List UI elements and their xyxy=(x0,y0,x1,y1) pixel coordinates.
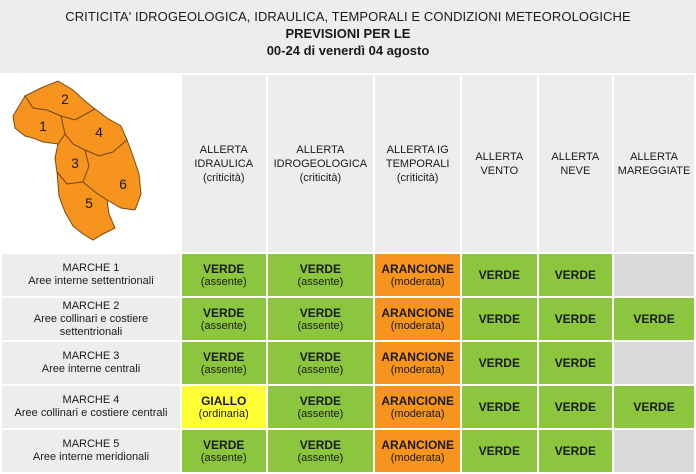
map-label-6: 6 xyxy=(119,176,127,192)
alert-criticality: (moderata) xyxy=(390,451,445,464)
table-row xyxy=(1,253,695,297)
alert-criticality: (assente) xyxy=(297,407,344,420)
alert-criticality: (moderata) xyxy=(390,363,445,376)
alert-criticality: (assente) xyxy=(200,451,247,464)
zone-name: MARCHE 4 xyxy=(62,394,120,406)
alert-level-cell xyxy=(461,429,538,473)
alert-level: VERDE xyxy=(554,444,596,458)
alert-level-cell xyxy=(538,385,614,429)
zone-label xyxy=(1,385,181,429)
zone-label xyxy=(1,429,181,473)
table-row xyxy=(1,385,695,429)
alert-level: VERDE xyxy=(554,400,596,414)
column-header-neve: ALLERTA NEVE xyxy=(538,74,614,253)
alert-level: VERDE xyxy=(478,444,520,458)
map-label-3: 3 xyxy=(71,155,79,171)
alert-level-cell xyxy=(613,253,695,297)
zone-label xyxy=(1,297,181,341)
alert-level: VERDE xyxy=(554,356,596,370)
zone-description: Aree interne centrali xyxy=(41,363,141,375)
alert-level: VERDE xyxy=(478,356,520,370)
alert-level: ARANCIONE xyxy=(381,437,454,452)
alert-criticality: (ordinaria) xyxy=(198,407,249,420)
alert-level: VERDE xyxy=(299,437,342,452)
alert-level-cell xyxy=(374,341,461,385)
alert-level: VERDE xyxy=(633,400,675,414)
page-subtitle: PREVISIONI PER LE xyxy=(285,26,411,41)
alert-level: VERDE xyxy=(203,305,245,320)
table-row xyxy=(1,297,695,341)
alert-level-cell xyxy=(267,253,375,297)
alert-level-cell xyxy=(374,429,461,473)
alert-level: VERDE xyxy=(554,312,596,326)
alert-level-cell xyxy=(538,429,614,473)
alert-level: ARANCIONE xyxy=(381,305,454,320)
column-header-temporali: ALLERTA IG TEMPORALI (criticità) xyxy=(374,74,461,253)
zone-description: settentrionali xyxy=(59,325,123,338)
zone-label xyxy=(1,253,181,297)
alert-criticality: (assente) xyxy=(200,363,247,376)
alert-level: VERDE xyxy=(203,261,245,276)
alert-level: VERDE xyxy=(299,305,342,320)
alert-level-cell xyxy=(538,253,614,297)
alert-criticality: (assente) xyxy=(297,451,344,464)
alert-criticality: (assente) xyxy=(297,363,344,376)
alert-level: VERDE xyxy=(299,261,342,276)
zone-description: Aree collinari e costiere centrali xyxy=(14,407,168,419)
alert-level: VERDE xyxy=(633,312,675,326)
alert-level: VERDE xyxy=(478,268,520,282)
zone-name: MARCHE 3 xyxy=(62,350,120,362)
alert-level-cell xyxy=(613,341,695,385)
alert-level-cell xyxy=(267,385,375,429)
alert-level-cell xyxy=(374,385,461,429)
alert-level-cell xyxy=(267,341,375,385)
alert-level-cell xyxy=(181,253,267,297)
alert-level-cell xyxy=(267,297,375,341)
forecast-period: 00-24 di venerdì 04 agosto xyxy=(266,43,430,58)
alert-criticality: (moderata) xyxy=(390,319,445,332)
alert-level: VERDE xyxy=(203,349,245,364)
column-header-idrogeologica: ALLERTA IDROGEOLOGICA (criticità) xyxy=(267,74,375,253)
alert-criticality: (assente) xyxy=(297,319,344,332)
column-header-row xyxy=(1,74,695,253)
alert-criticality: (moderata) xyxy=(390,407,445,420)
alert-level-cell xyxy=(461,385,538,429)
map-label-4: 4 xyxy=(95,124,103,140)
alert-level-cell xyxy=(613,385,695,429)
alert-level: GIALLO xyxy=(201,393,247,408)
region-map-cell xyxy=(1,74,181,253)
alert-level-cell xyxy=(461,297,538,341)
map-label-5: 5 xyxy=(85,195,93,211)
alert-level-cell xyxy=(461,341,538,385)
alert-level: VERDE xyxy=(299,349,342,364)
page-header xyxy=(0,0,696,73)
alert-level-cell xyxy=(538,341,614,385)
alert-level: VERDE xyxy=(554,268,596,282)
alert-level-cell xyxy=(181,297,267,341)
marche-region-map xyxy=(3,76,179,251)
zone-name: MARCHE 2 xyxy=(62,299,120,312)
alert-level-cell xyxy=(181,385,267,429)
zone-label xyxy=(1,341,181,385)
alert-level: ARANCIONE xyxy=(381,261,454,276)
alert-table xyxy=(0,73,696,474)
alert-level-cell xyxy=(461,253,538,297)
alert-level-cell xyxy=(613,297,695,341)
alert-level: VERDE xyxy=(478,312,520,326)
alert-level-cell xyxy=(538,297,614,341)
alert-criticality: (moderata) xyxy=(390,275,445,288)
zone-description: Aree collinari e costiere xyxy=(33,312,149,325)
alert-criticality: (assente) xyxy=(297,275,344,288)
zone-name: MARCHE 5 xyxy=(62,438,120,450)
column-header-mareggiate: ALLERTA MAREGGIATE xyxy=(613,74,695,253)
zone-name: MARCHE 1 xyxy=(62,262,120,274)
column-header-vento: ALLERTA VENTO xyxy=(461,74,538,253)
alert-level-cell xyxy=(613,429,695,473)
alert-level-cell xyxy=(181,429,267,473)
alert-level-cell xyxy=(181,341,267,385)
table-row xyxy=(1,341,695,385)
alert-level: ARANCIONE xyxy=(381,349,454,364)
zone-description: Aree interne meridionali xyxy=(32,451,150,463)
map-label-2: 2 xyxy=(61,91,69,107)
alert-level: VERDE xyxy=(478,400,520,414)
alert-level: ARANCIONE xyxy=(381,393,454,408)
alert-level: VERDE xyxy=(299,393,342,408)
zone-description: Aree interne settentrionali xyxy=(28,275,154,287)
alert-criticality: (assente) xyxy=(200,319,247,332)
table-row xyxy=(1,429,695,473)
alert-level-cell xyxy=(374,253,461,297)
column-header-idraulica: ALLERTA IDRAULICA (criticità) xyxy=(181,74,267,253)
map-label-1: 1 xyxy=(39,118,47,134)
alert-level-cell xyxy=(267,429,375,473)
alert-level-cell xyxy=(374,297,461,341)
alert-level: VERDE xyxy=(203,437,245,452)
alert-criticality: (assente) xyxy=(200,275,247,288)
page-title: CRITICITA' IDROGEOLOGICA, IDRAULICA, TEMPORALI E CONDIZIONI METEOROLOGICHE xyxy=(65,9,631,24)
